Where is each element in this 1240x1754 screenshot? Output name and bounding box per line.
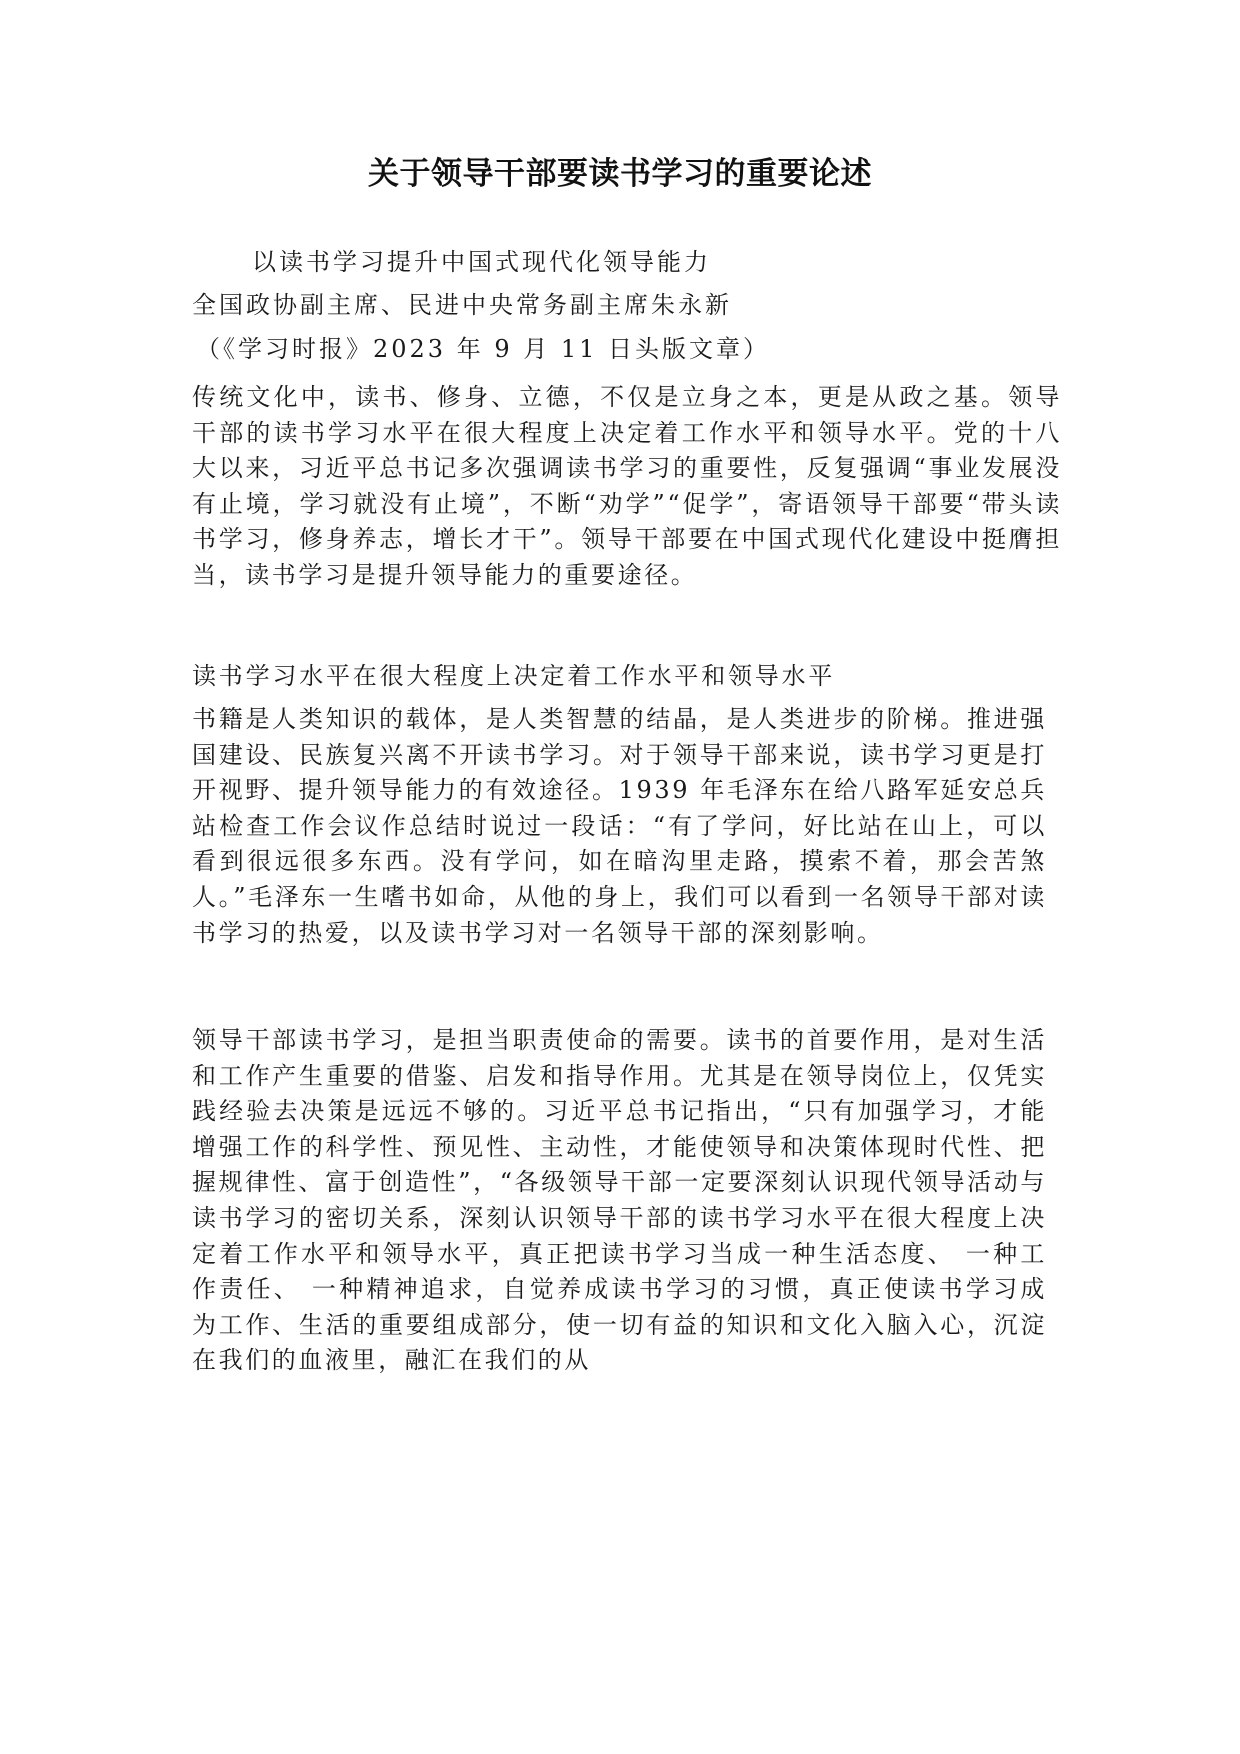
section-heading: 读书学习水平在很大程度上决定着工作水平和领导水平 — [192, 662, 836, 690]
paragraph-intro: 传统文化中，读书、修身、立德，不仅是立身之本，更是从政之基。领导干部的读书学习水平在很大程度上决定着工作水平和领导水平。党的十八大以来，习近平总书记多次强调读书学习的重要性，反复强调“事业发展没有止境，学习就没有止境”，不断“劝学”“促学”，寄语领导干部要“带头读书学习，修身养志，增长才干”。领导干部要在中国式现代化建设中挺膺担当，读书学习是提升领导能力的重要途径。 — [192, 383, 1062, 589]
article-subtitle: 以读书学习提升中国式现代化领导能力 — [252, 248, 711, 276]
document-title: 关于领导干部要读书学习的重要论述 — [368, 156, 872, 192]
paragraph-body: 书籍是人类知识的载体，是人类智慧的结晶，是人类进步的阶梯。推进强国建设、民族复兴离不开读书学习。对于领导干部来说，读书学习更是打开视野、提升领导能力的有效途径。1939 年毛泽东在给八路军延安总兵站检查工作会议作总结时说过一段话：“有了学问，好比站在山上，可以看到很远很多东西。没有学问，如在暗沟里走路，摸索不着，那会苦煞人。”毛泽东一生嗜书如命，从他的身上，我们可以看到一名领导干部对读书学习的热爱，以及读书学习对一名领导干部的深刻影响。 — [192, 705, 1047, 947]
article-author: 全国政协副主席、民进中央常务副主席朱永新 — [192, 291, 732, 319]
article-source: （《学习时报》2023 年 9 月 11 日头版文章） — [196, 335, 771, 363]
paragraph-body: 领导干部读书学习，是担当职责使命的需要。读书的首要作用，是对生活和工作产生重要的借鉴、启发和指导作用。尤其是在领导岗位上，仅凭实践经验去决策是远远不够的。习近平总书记指出，“只有加强学习，才能增强工作的科学性、预见性、主动性，才能使领导和决策体现时代性、把握规律性、富于创造性”，“各级领导干部一定要深刻认识现代领导活动与读书学习的密切关系，深刻认识领导干部的读书学习水平在很大程度上决定着工作水平和领导水平，真正把读书学习当成一种生活态度、 一种工作责任、 一种精神追求，自觉养成读书学习的习惯，真正使读书学习成为工作、生活的重要组成部分，使一切有益的知识和文化入脑入心，沉淀在我们的血液里，融汇在我们的从 — [192, 1026, 1047, 1375]
